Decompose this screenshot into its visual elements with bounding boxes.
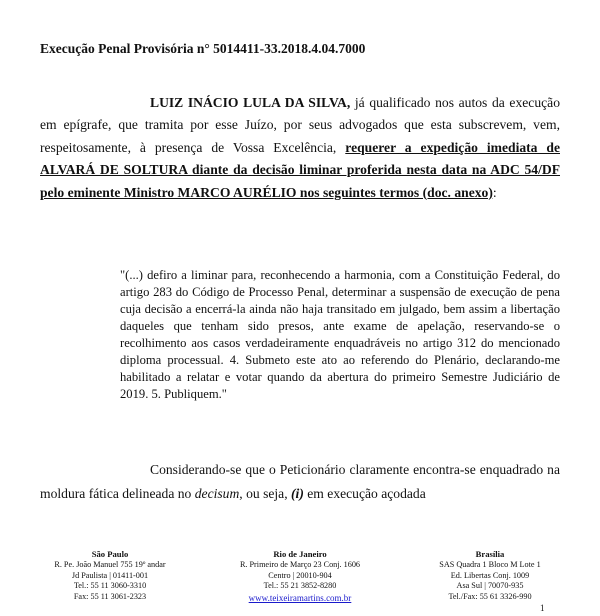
considering-paragraph [40,458,560,506]
office-district: Jd Paulista | 01411-001 [71,570,149,580]
office-phone: Tel./Fax: 55 61 3326-990 [448,591,532,601]
office-district: Asa Sul | 70070-935 [456,581,524,591]
office-city: Brasília [475,549,505,559]
office-fax: Fax: 55 11 3061-2323 [73,591,147,601]
office-city: São Paulo [91,549,129,559]
office-address: R. Primeiro de Março 23 Conj. 1606 [239,560,361,570]
decisum-term: decisum [194,486,240,501]
petition-paragraph [40,92,560,204]
office-phone: Tel.: 55 21 3852-8280 [263,581,337,591]
petition-intro: já qualificado nos autos da execução em epígrafe, que tramita por esse Juízo, por seus advogados que esta subscrevem, vem, respeitosamente, à presença de Vossa Excelência, [40,95,560,155]
office-building: Ed. Libertas Conj. 1009 [450,570,530,580]
website-link[interactable]: www.teixeiramartins.com.br [248,593,352,603]
considering-part2: , ou seja, [239,486,292,501]
office-district: Centro | 20010-904 [268,570,332,580]
petition-request: requerer a expedição imediata de ALVARÁ DE SOLTURA diante da decisão liminar proferida nesta data na ADC 54/DF pelo eminente Ministro MARCO AURÉLIO nos seguintes termos (doc. anexo) [40,139,560,200]
case-title: Execução Penal Provisória n° 5014411-33.2018.4.04.7000 [40,41,366,56]
item-marker: (i) [291,486,304,501]
office-address: SAS Quadra 1 Bloco M Lote 1 [439,560,541,570]
office-address: R. Pe. João Manuel 755 19º andar [54,560,166,570]
considering-part1: Considerando-se que o Peticionário claramente encontra-se enquadrado na moldura fática delineada no [40,462,560,501]
page-number: 1 [540,603,545,613]
considering-part3: em execução açodada [303,486,426,501]
office-city: Rio de Janeiro [273,549,327,559]
decision-quote: "(...) defiro a liminar para, reconhecendo a harmonia, com a Constituição Federal, do artigo 283 do Código de Processo Penal, determinar a suspensão de execução de pena cuja decisão a encerrá-la ainda não haja transitado em julgado, bem assim a libertação daqueles que tenham sido presos, ante exame de apelação, reservando-se o recolhimento aos casos verdadeiramente enquadráveis no artigo 312 do mencionado diploma processual. 4. Submeto este ato ao referendo do Plenário, declarando-me habilitado a relatar e votar quando da abertura do primeiro Semestre Judiciário de 2019. 5. Publiquem." [120,268,560,401]
petitioner-name: LUIZ INÁCIO LULA DA SILVA, [150,95,351,110]
petition-request-end: : [492,184,497,200]
office-phone: Tel.: 55 11 3060-3310 [73,581,147,591]
